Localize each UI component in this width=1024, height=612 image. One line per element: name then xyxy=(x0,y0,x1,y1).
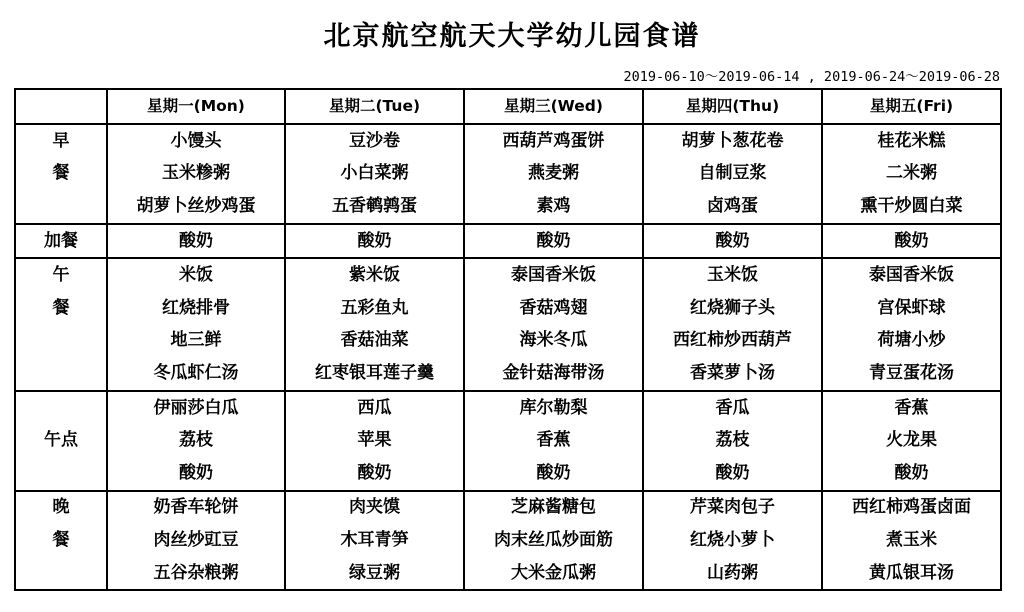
dish-cell: 胡萝卜丝炒鸡蛋 xyxy=(107,190,285,224)
dish-cell: 卤鸡蛋 xyxy=(643,190,822,224)
dish-cell: 胡萝卜葱花卷 xyxy=(643,124,822,158)
dish-cell: 宫保虾球 xyxy=(822,292,1001,325)
dish-cell: 素鸡 xyxy=(464,190,643,224)
dish-cell: 酸奶 xyxy=(464,224,643,259)
meal-row-breakfast xyxy=(15,124,1001,158)
dish-cell: 西瓜 xyxy=(285,391,464,425)
menu-title: 北京航空航天大学幼儿园食谱 xyxy=(323,21,701,52)
meal-label-afternoon-snack xyxy=(15,391,107,425)
dish-cell: 酸奶 xyxy=(285,224,464,259)
dish-cell: 肉末丝瓜炒面筋 xyxy=(464,524,643,557)
dish-cell: 酸奶 xyxy=(107,224,285,259)
meal-label-breakfast: 早 xyxy=(15,124,107,158)
dish-cell: 冬瓜虾仁汤 xyxy=(107,357,285,391)
dish-cell: 二米粥 xyxy=(822,158,1001,191)
dish-cell: 五香鹌鹑蛋 xyxy=(285,190,464,224)
dish-cell: 西葫芦鸡蛋饼 xyxy=(464,124,643,158)
meal-label-snack: 加餐 xyxy=(15,224,107,259)
dish-cell: 紫米饭 xyxy=(285,258,464,292)
dish-cell: 酸奶 xyxy=(464,457,643,491)
meal-label-lunch: 餐 xyxy=(15,292,107,325)
dish-cell: 黄瓜银耳汤 xyxy=(822,557,1001,591)
day-header-mon: 星期一(Mon) xyxy=(107,89,285,124)
dish-cell: 荔枝 xyxy=(107,424,285,457)
dish-cell: 香菇鸡翅 xyxy=(464,292,643,325)
meal-row-afternoon-snack xyxy=(15,424,1001,457)
meal-row-lunch xyxy=(15,325,1001,358)
dish-cell: 酸奶 xyxy=(643,224,822,259)
day-header-wed: 星期三(Wed) xyxy=(464,89,643,124)
dish-cell: 地三鲜 xyxy=(107,325,285,358)
dish-cell: 库尔勒梨 xyxy=(464,391,643,425)
header-row xyxy=(15,89,1001,124)
weekly-menu-table xyxy=(14,88,1002,591)
dish-cell: 红烧排骨 xyxy=(107,292,285,325)
meal-label-dinner xyxy=(15,557,107,591)
dish-cell: 肉丝炒豇豆 xyxy=(107,524,285,557)
dish-cell: 香菜萝卜汤 xyxy=(643,357,822,391)
dish-cell: 伊丽莎白瓜 xyxy=(107,391,285,425)
meal-label-dinner: 晚 xyxy=(15,491,107,525)
dish-cell: 西红柿炒西葫芦 xyxy=(643,325,822,358)
day-header-fri: 星期五(Fri) xyxy=(822,89,1001,124)
meal-row-breakfast xyxy=(15,190,1001,224)
dish-cell: 泰国香米饭 xyxy=(822,258,1001,292)
dish-cell: 芝麻酱糖包 xyxy=(464,491,643,525)
meal-label-afternoon-snack: 午点 xyxy=(15,424,107,457)
meal-label-breakfast xyxy=(15,190,107,224)
dish-cell: 木耳青笋 xyxy=(285,524,464,557)
corner-cell xyxy=(15,89,107,124)
meal-row-dinner xyxy=(15,524,1001,557)
dish-cell: 苹果 xyxy=(285,424,464,457)
dish-cell: 荔枝 xyxy=(643,424,822,457)
dish-cell: 红烧小萝卜 xyxy=(643,524,822,557)
dish-cell: 香瓜 xyxy=(643,391,822,425)
dish-cell: 香蕉 xyxy=(822,391,1001,425)
meal-label-afternoon-snack xyxy=(15,457,107,491)
dish-cell: 肉夹馍 xyxy=(285,491,464,525)
dish-cell: 西红柿鸡蛋卤面 xyxy=(822,491,1001,525)
day-header-thu: 星期四(Thu) xyxy=(643,89,822,124)
meal-label-breakfast: 餐 xyxy=(15,158,107,191)
dish-cell: 酸奶 xyxy=(822,457,1001,491)
dish-cell: 酸奶 xyxy=(107,457,285,491)
dish-cell: 泰国香米饭 xyxy=(464,258,643,292)
dish-cell: 玉米糁粥 xyxy=(107,158,285,191)
dish-cell: 煮玉米 xyxy=(822,524,1001,557)
dish-cell: 玉米饭 xyxy=(643,258,822,292)
meal-row-lunch xyxy=(15,258,1001,292)
dish-cell: 荷塘小炒 xyxy=(822,325,1001,358)
dish-cell: 豆沙卷 xyxy=(285,124,464,158)
dish-cell: 芹菜肉包子 xyxy=(643,491,822,525)
dish-cell: 海米冬瓜 xyxy=(464,325,643,358)
meal-row-snack xyxy=(15,224,1001,259)
dish-cell: 香蕉 xyxy=(464,424,643,457)
meal-label-lunch xyxy=(15,357,107,391)
meal-label-lunch: 午 xyxy=(15,258,107,292)
dish-cell: 火龙果 xyxy=(822,424,1001,457)
dish-cell: 山药粥 xyxy=(643,557,822,591)
dish-cell: 小白菜粥 xyxy=(285,158,464,191)
dish-cell: 红烧狮子头 xyxy=(643,292,822,325)
meal-row-dinner xyxy=(15,557,1001,591)
dish-cell: 自制豆浆 xyxy=(643,158,822,191)
date-range: 2019-06-10～2019-06-14 , 2019-06-24～2019-06-28 xyxy=(623,69,1000,85)
dish-cell: 绿豆粥 xyxy=(285,557,464,591)
dish-cell: 桂花米糕 xyxy=(822,124,1001,158)
meal-row-lunch xyxy=(15,292,1001,325)
dish-cell: 大米金瓜粥 xyxy=(464,557,643,591)
dish-cell: 奶香车轮饼 xyxy=(107,491,285,525)
dish-cell: 小馒头 xyxy=(107,124,285,158)
dish-cell: 酸奶 xyxy=(822,224,1001,259)
dish-cell: 红枣银耳莲子羹 xyxy=(285,357,464,391)
meal-row-afternoon-snack xyxy=(15,457,1001,491)
meal-label-lunch xyxy=(15,325,107,358)
meal-row-afternoon-snack xyxy=(15,391,1001,425)
dish-cell: 香菇油菜 xyxy=(285,325,464,358)
meal-row-lunch xyxy=(15,357,1001,391)
dish-cell: 酸奶 xyxy=(285,457,464,491)
day-header-tue: 星期二(Tue) xyxy=(285,89,464,124)
meal-row-dinner xyxy=(15,491,1001,525)
dish-cell: 酸奶 xyxy=(643,457,822,491)
dish-cell: 米饭 xyxy=(107,258,285,292)
dish-cell: 金针菇海带汤 xyxy=(464,357,643,391)
dish-cell: 五彩鱼丸 xyxy=(285,292,464,325)
dish-cell: 燕麦粥 xyxy=(464,158,643,191)
meal-row-breakfast xyxy=(15,158,1001,191)
meal-label-dinner: 餐 xyxy=(15,524,107,557)
dish-cell: 五谷杂粮粥 xyxy=(107,557,285,591)
dish-cell: 熏干炒圆白菜 xyxy=(822,190,1001,224)
dish-cell: 青豆蛋花汤 xyxy=(822,357,1001,391)
